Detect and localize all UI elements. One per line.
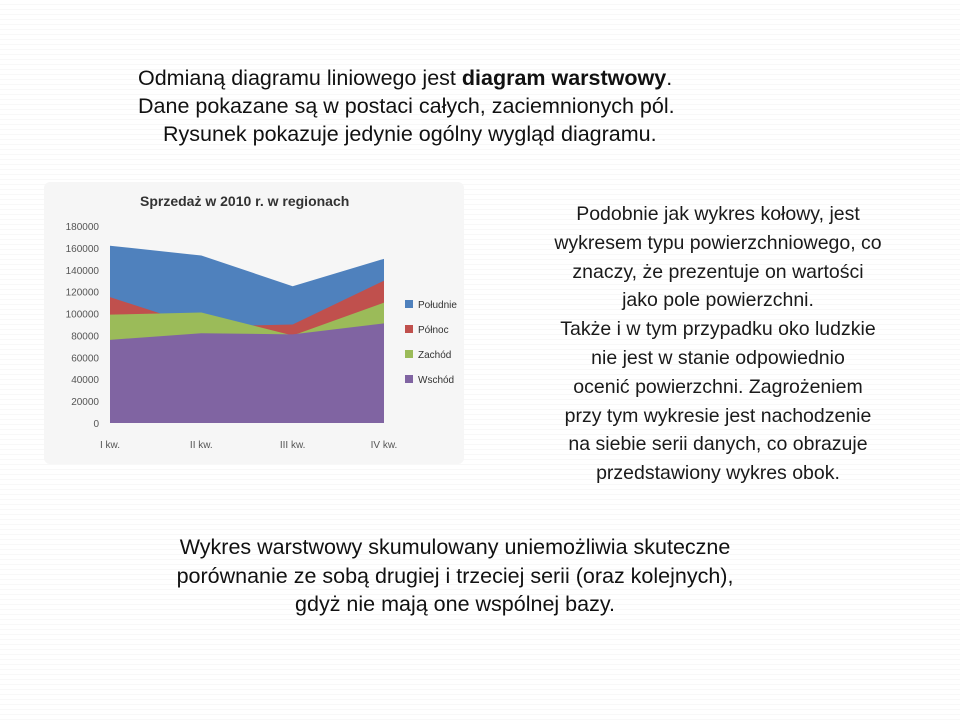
bottom-paragraph (60, 533, 850, 619)
x-tick-label: IV kw. (370, 440, 398, 451)
intro-line-2: Dane pokazane są w postaci całych, zaciemnionych pól. (138, 94, 675, 118)
side-line: Podobnie jak wykres kołowy, jest (576, 203, 860, 225)
legend-label: Wschód (418, 375, 455, 386)
legend-swatch (405, 300, 413, 308)
side-line: Także i w tym przypadku oko ludzkie (560, 318, 876, 341)
y-tick-label: 140000 (65, 265, 99, 277)
chart-title: Sprzedaż w 2010 r. w regionach (140, 193, 350, 209)
x-axis (100, 440, 397, 451)
legend-label: Południe (418, 300, 457, 311)
x-tick-label: III kw. (279, 440, 306, 451)
y-tick-label: 100000 (65, 309, 99, 321)
side-line: wykresem typu powierzchniowego, co (554, 231, 882, 254)
side-line: znaczy, że prezentuje on wartości (572, 260, 864, 283)
side-line: jako pole powierzchni. (622, 289, 814, 312)
bottom-line: porównanie ze sobą drugiej i trzeciej serii (oraz kolejnych), (176, 563, 734, 588)
x-tick-label: I kw. (99, 440, 121, 451)
side-line: przy tym wykresie jest nachodzenie (564, 404, 872, 427)
intro-line-1-end: . (666, 66, 673, 90)
y-tick-label: 60000 (71, 353, 99, 365)
bottom-line: gdyż nie mają one wspólnej bazy. (295, 592, 615, 616)
y-tick-label: 40000 (71, 375, 99, 387)
side-paragraph (508, 200, 928, 488)
legend-label: Zachód (418, 350, 452, 361)
intro-paragraph (138, 64, 778, 148)
y-tick-label: 180000 (65, 222, 99, 233)
chart-legend (405, 300, 457, 386)
area-chart (44, 182, 464, 464)
legend-swatch (405, 350, 413, 358)
side-line: na siebie serii danych, co obrazuje (568, 433, 868, 456)
intro-line-3: Rysunek pokazuje jedynie ogólny wygląd diagramu. (163, 122, 657, 146)
x-tick-label: II kw. (189, 440, 213, 451)
intro-line-1-text: Odmianą diagramu liniowego jest (138, 66, 462, 90)
legend-swatch (405, 325, 413, 333)
y-tick-label: 0 (93, 419, 99, 430)
legend-label: Północ (418, 325, 449, 336)
side-line: przedstawiony wykres obok. (596, 462, 840, 485)
y-tick-label: 160000 (65, 243, 99, 255)
y-tick-label: 20000 (71, 397, 99, 409)
bottom-line: Wykres warstwowy skumulowany uniemożliwia skuteczne (179, 535, 731, 559)
intro-term-bold: diagram warstwowy (461, 66, 667, 90)
legend-swatch (405, 375, 413, 383)
side-line: ocenić powierzchni. Zagrożeniem (573, 375, 863, 398)
side-line: nie jest w stanie odpowiednio (591, 346, 845, 369)
y-tick-label: 120000 (65, 287, 99, 299)
area-layers (110, 246, 384, 423)
intro-line-1 (138, 64, 778, 92)
area-chart-svg (44, 182, 464, 464)
area-wschod (110, 323, 384, 423)
y-axis (66, 222, 100, 430)
y-tick-label: 80000 (71, 331, 99, 343)
